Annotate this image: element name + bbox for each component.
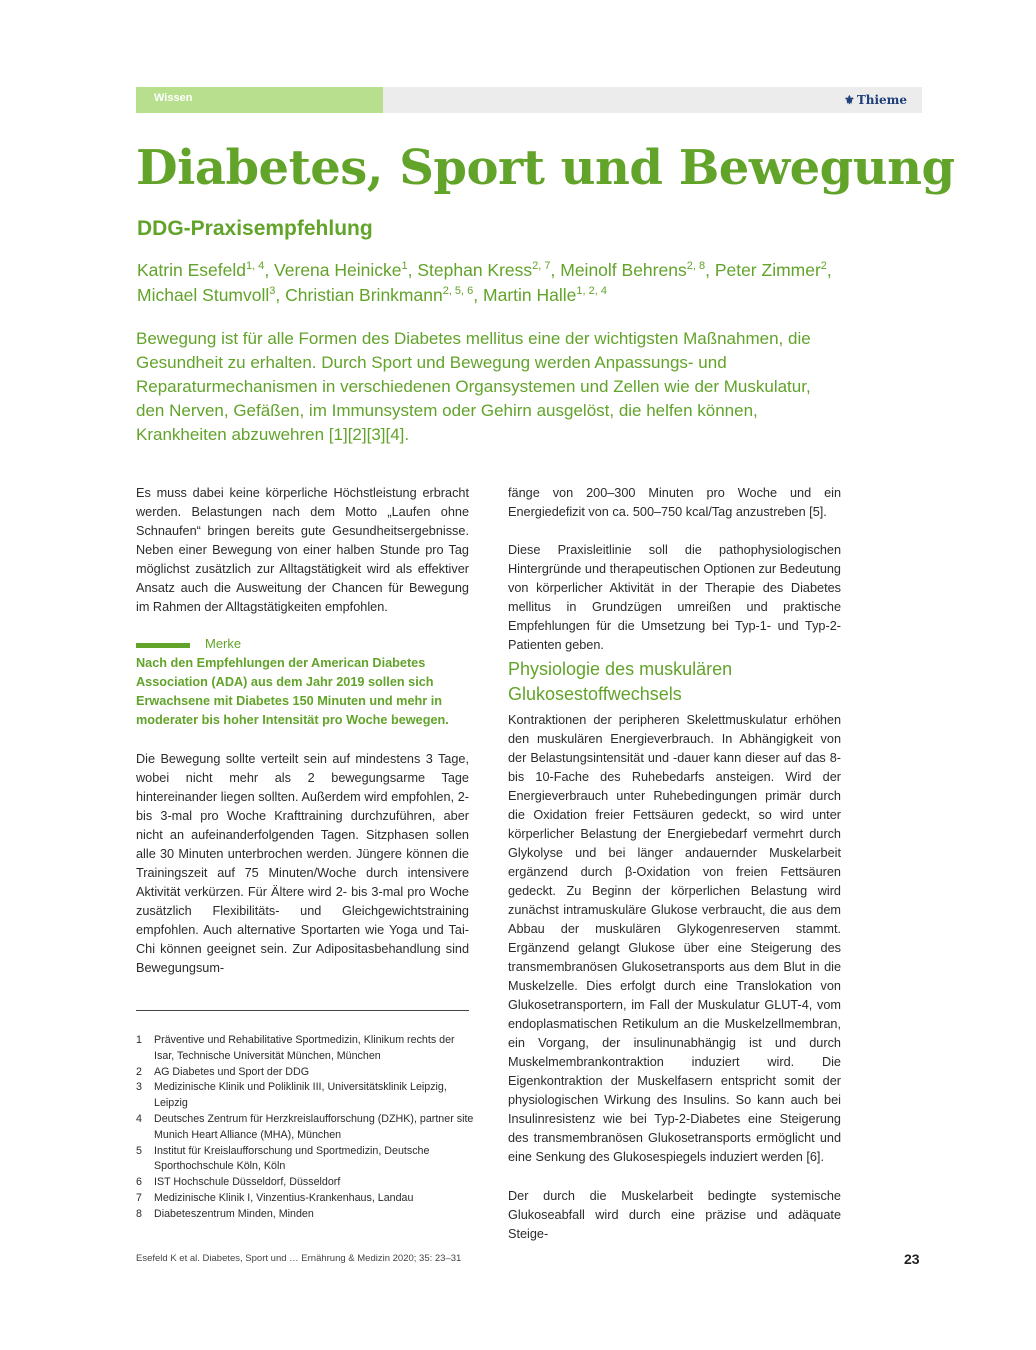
author-name: Peter Zimmer (714, 260, 821, 280)
footnote-text: Medizinische Klinik I, Vinzentius-Krankenhaus, Landau (154, 1191, 414, 1204)
body-paragraph: Es muss dabei keine körperliche Höchstleistung erbracht werden. Belastungen nach dem Motto „Laufen ohne Schnaufen“ bringen bereits gute Gesundheitsergebnisse. Neben einer Bewegung von einer halben Stunde pro Tag möglichst zusätzlich zur Alltagstätigkeit wird als effektiver Ansatz auch die Ausweitung der Chancen für Bewegung im Rahmen der Alltagstätigkeiten empfohlen. (136, 486, 469, 614)
section-label-band (136, 87, 383, 113)
author-affiliation-ref: 2 (820, 260, 827, 273)
footnote-text: Diabeteszentrum Minden, Minden (154, 1207, 314, 1220)
footnote-item (136, 1065, 476, 1081)
section-heading: Physiologie des muskulären Glukosestoffwechsels (508, 659, 733, 704)
article-title: Diabetes, Sport und Bewegung (136, 140, 955, 196)
page-number-value: 23 (904, 1251, 920, 1267)
footnote-number: 7 (136, 1191, 142, 1204)
author-name: Martin Halle (483, 285, 577, 305)
author-name: Christian Brinkmann (285, 285, 443, 305)
author-name: Michael Stumvoll (137, 285, 270, 305)
author-name: Meinolf Behrens (560, 260, 687, 280)
footnote-number: 3 (136, 1081, 142, 1094)
footnote-item (136, 1175, 476, 1191)
journal-citation: Esefeld K et al. Diabetes, Sport und … Ernährung & Medizin 2020; 35: 23–31 (136, 1253, 462, 1264)
footnote-item (136, 1033, 476, 1065)
author-affiliation-ref: 2, 7 (532, 260, 551, 273)
author-name: Katrin Esefeld (137, 260, 246, 280)
author-affiliation-ref: 2, 8 (686, 260, 706, 273)
footnote-text: AG Diabetes und Sport der DDG (154, 1065, 310, 1078)
page-number (904, 1251, 920, 1267)
body-paragraph: Diese Praxisleitlinie soll die pathophysiologischen Hintergründe und therapeutischen Optionen zur Bedeutung von körperlicher Aktivität in der Therapie des Diabetes mellitus in Grundzügen umreißen und praktische Empfehlungen für die Umsetzung bei Typ-1- und Typ-2-Patienten geben. (508, 543, 841, 652)
merke-label: Merke (205, 636, 242, 651)
lead-paragraph: Bewegung ist für alle Formen des Diabetes mellitus eine der wichtigsten Maßnahmen, die Gesundheit zu erhalten. Durch Sport und Bewegung werden Anpassungs- und Reparaturmechanismen in verschiedenen Organsystemen und Zellen wie der Muskulatur, den Nerven, Gefäßen, im Immunsystem oder Gehirn ausgelöst, die helfen können, Krankheiten abzuwehren [1][2][3][4]. (136, 329, 811, 444)
footnote-text: Medizinische Klinik und Poliklinik III, Universitätsklinik Leipzig, Leipzig (154, 1081, 447, 1110)
footnote-divider (136, 1010, 469, 1011)
body-paragraph: Kontraktionen der peripheren Skelettmuskulatur erhöhen den muskulären Energieverbrauch. In Abhängigkeit von der Belastungsintensität und -dauer kann dieser auf das 8- bis 10-Fache des Ruhebedarfs ansteigen. Wird der Energieverbrauch unter Ruhebedingungen primär durch die Oxidation freier Fettsäuren gedeckt, so wird unter körperlicher Belastung der Energiebedarf vermehrt durch Glykolyse und bei länger andauernder Muskelarbeit ergänzend durch β-Oxidation von freien Fettsäuren gedeckt. Zu Beginn der körperlichen Belastung wird zunächst intramuskuläre Glukose verbraucht, die aus dem Abbau der muskulären Glykogenreserven stammt. Ergänzend gelangt Glukose über eine Steigerung des transmembranösen Glukosetransports aus dem Blut in die Muskelzelle. Dies erfolgt durch eine Translokation von Glukosetransportern, im Fall der Muskulatur GLUT-4, vom endoplasmatischen Retikulum an die Muskelzellmembran, ein Vorgang, der insulinunabhängig ist und durch Muskelmembrankontraktion induziert wird. Die Eigenkontraktion der Muskelfasern entspricht somit der physiologischen Wirkung des Insulins. So kann auch bei Insulinresistenz wie bei Typ-2-Diabetes eine Steigerung des transmembranösen Glukosetransports ermöglicht und eine Senkung des Glukosespiegels induziert werden [6]. (508, 713, 841, 1164)
publisher-name: Thieme (856, 93, 907, 107)
footnote-number: 8 (136, 1207, 142, 1220)
footnote-text: IST Hochschule Düsseldorf, Düsseldorf (154, 1176, 341, 1189)
footnote-item (136, 1207, 476, 1223)
footnote-number: 5 (136, 1144, 142, 1157)
footnote-text: Institut für Kreislaufforschung und Sportmedizin, Deutsche Sporthochschule Köln, Köln (154, 1144, 430, 1173)
footnote-item (136, 1112, 476, 1144)
section-label: Wissen (154, 92, 193, 104)
thieme-crest-icon: ⚜ (844, 93, 855, 107)
footnote-number: 4 (136, 1112, 142, 1125)
author-name: Stephan Kress (417, 260, 533, 280)
article-subtitle: DDG-Praxisempfehlung (137, 217, 373, 240)
author-list: Katrin Esefeld$^{1, 4}$, Verena Heinicke$^1$, Stephan Kress$^{2, 7}$, Meinolf Behrens$^{2, 8}$, Peter Zimmer$^2$, Michael Stumvoll$^3$, Christian Brinkmann$^{2, 5, 6}$, Martin Halle$^{1, 2, 4}$ (137, 260, 832, 305)
author-affiliation-ref: 1, 4 (245, 260, 265, 273)
footnote-text: Präventive und Rehabilitative Sportmedizin, Klinikum rechts der Isar, Technische Universität München, München (154, 1034, 455, 1062)
body-paragraph: Die Bewegung sollte verteilt sein auf mindestens 3 Tage, wobei nicht mehr als 2 bewegungsarme Tage hintereinander liegen sollten. Außerdem wird empfohlen, 2- bis 3-mal pro Woche Krafttraining durchzuführen, aber nicht an aufeinanderfolgenden Tagen. Sitzphasen sollen alle 30 Minuten unterbrochen werden. Jüngere können die Trainingszeit auf 75 Minuten/Woche durch intensivere Aktivität verkürzen. Für Ältere wird 2- bis 3-mal pro Woche zusätzlich Flexibilitäts- und Gleichgewichtstraining empfohlen. Auch alternative Sportarten wie Yoga und Tai-Chi können geeignet sein. Zur Adipositasbehandlung sind Bewegungsum- (136, 752, 469, 975)
publisher-band (383, 87, 922, 113)
footnote-item (136, 1191, 476, 1207)
footnote-item (136, 1080, 476, 1112)
author-affiliation-ref: 1, 2, 4 (576, 285, 607, 298)
author-affiliation-ref: 3 (269, 285, 276, 298)
footnote-number: 1 (136, 1034, 142, 1046)
body-paragraph: Der durch die Muskelarbeit bedingte systemische Glukoseabfall wird durch eine präzise und adäquate Steige- (508, 1189, 841, 1241)
author-affiliation-ref: 1 (401, 260, 408, 273)
footnote-item (136, 1144, 476, 1176)
footnote-number: 6 (136, 1176, 142, 1189)
author-name: Verena Heinicke (274, 260, 402, 280)
footnote-text: Deutsches Zentrum für Herzkreislaufforschung (DZHK), partner site Munich Heart Alliance (MHA), München (154, 1112, 474, 1141)
merke-box-text: Nach den Empfehlungen der American Diabetes Association (ADA) aus dem Jahr 2019 sollen sich Erwachsene mit Diabetes 150 Minuten und mehr in moderater bis hoher Intensität pro Woche bewegen. (136, 656, 449, 727)
author-affiliation-ref: 2, 5, 6 (442, 285, 474, 298)
body-paragraph: fänge von 200–300 Minuten pro Woche und ein Energiedefizit von ca. 500–750 kcal/Tag anzustreben [5]. (508, 486, 841, 519)
publisher-logo (844, 93, 907, 107)
footnote-number: 2 (136, 1065, 142, 1078)
merke-marker (136, 643, 190, 648)
affiliation-footnotes (136, 1033, 476, 1223)
